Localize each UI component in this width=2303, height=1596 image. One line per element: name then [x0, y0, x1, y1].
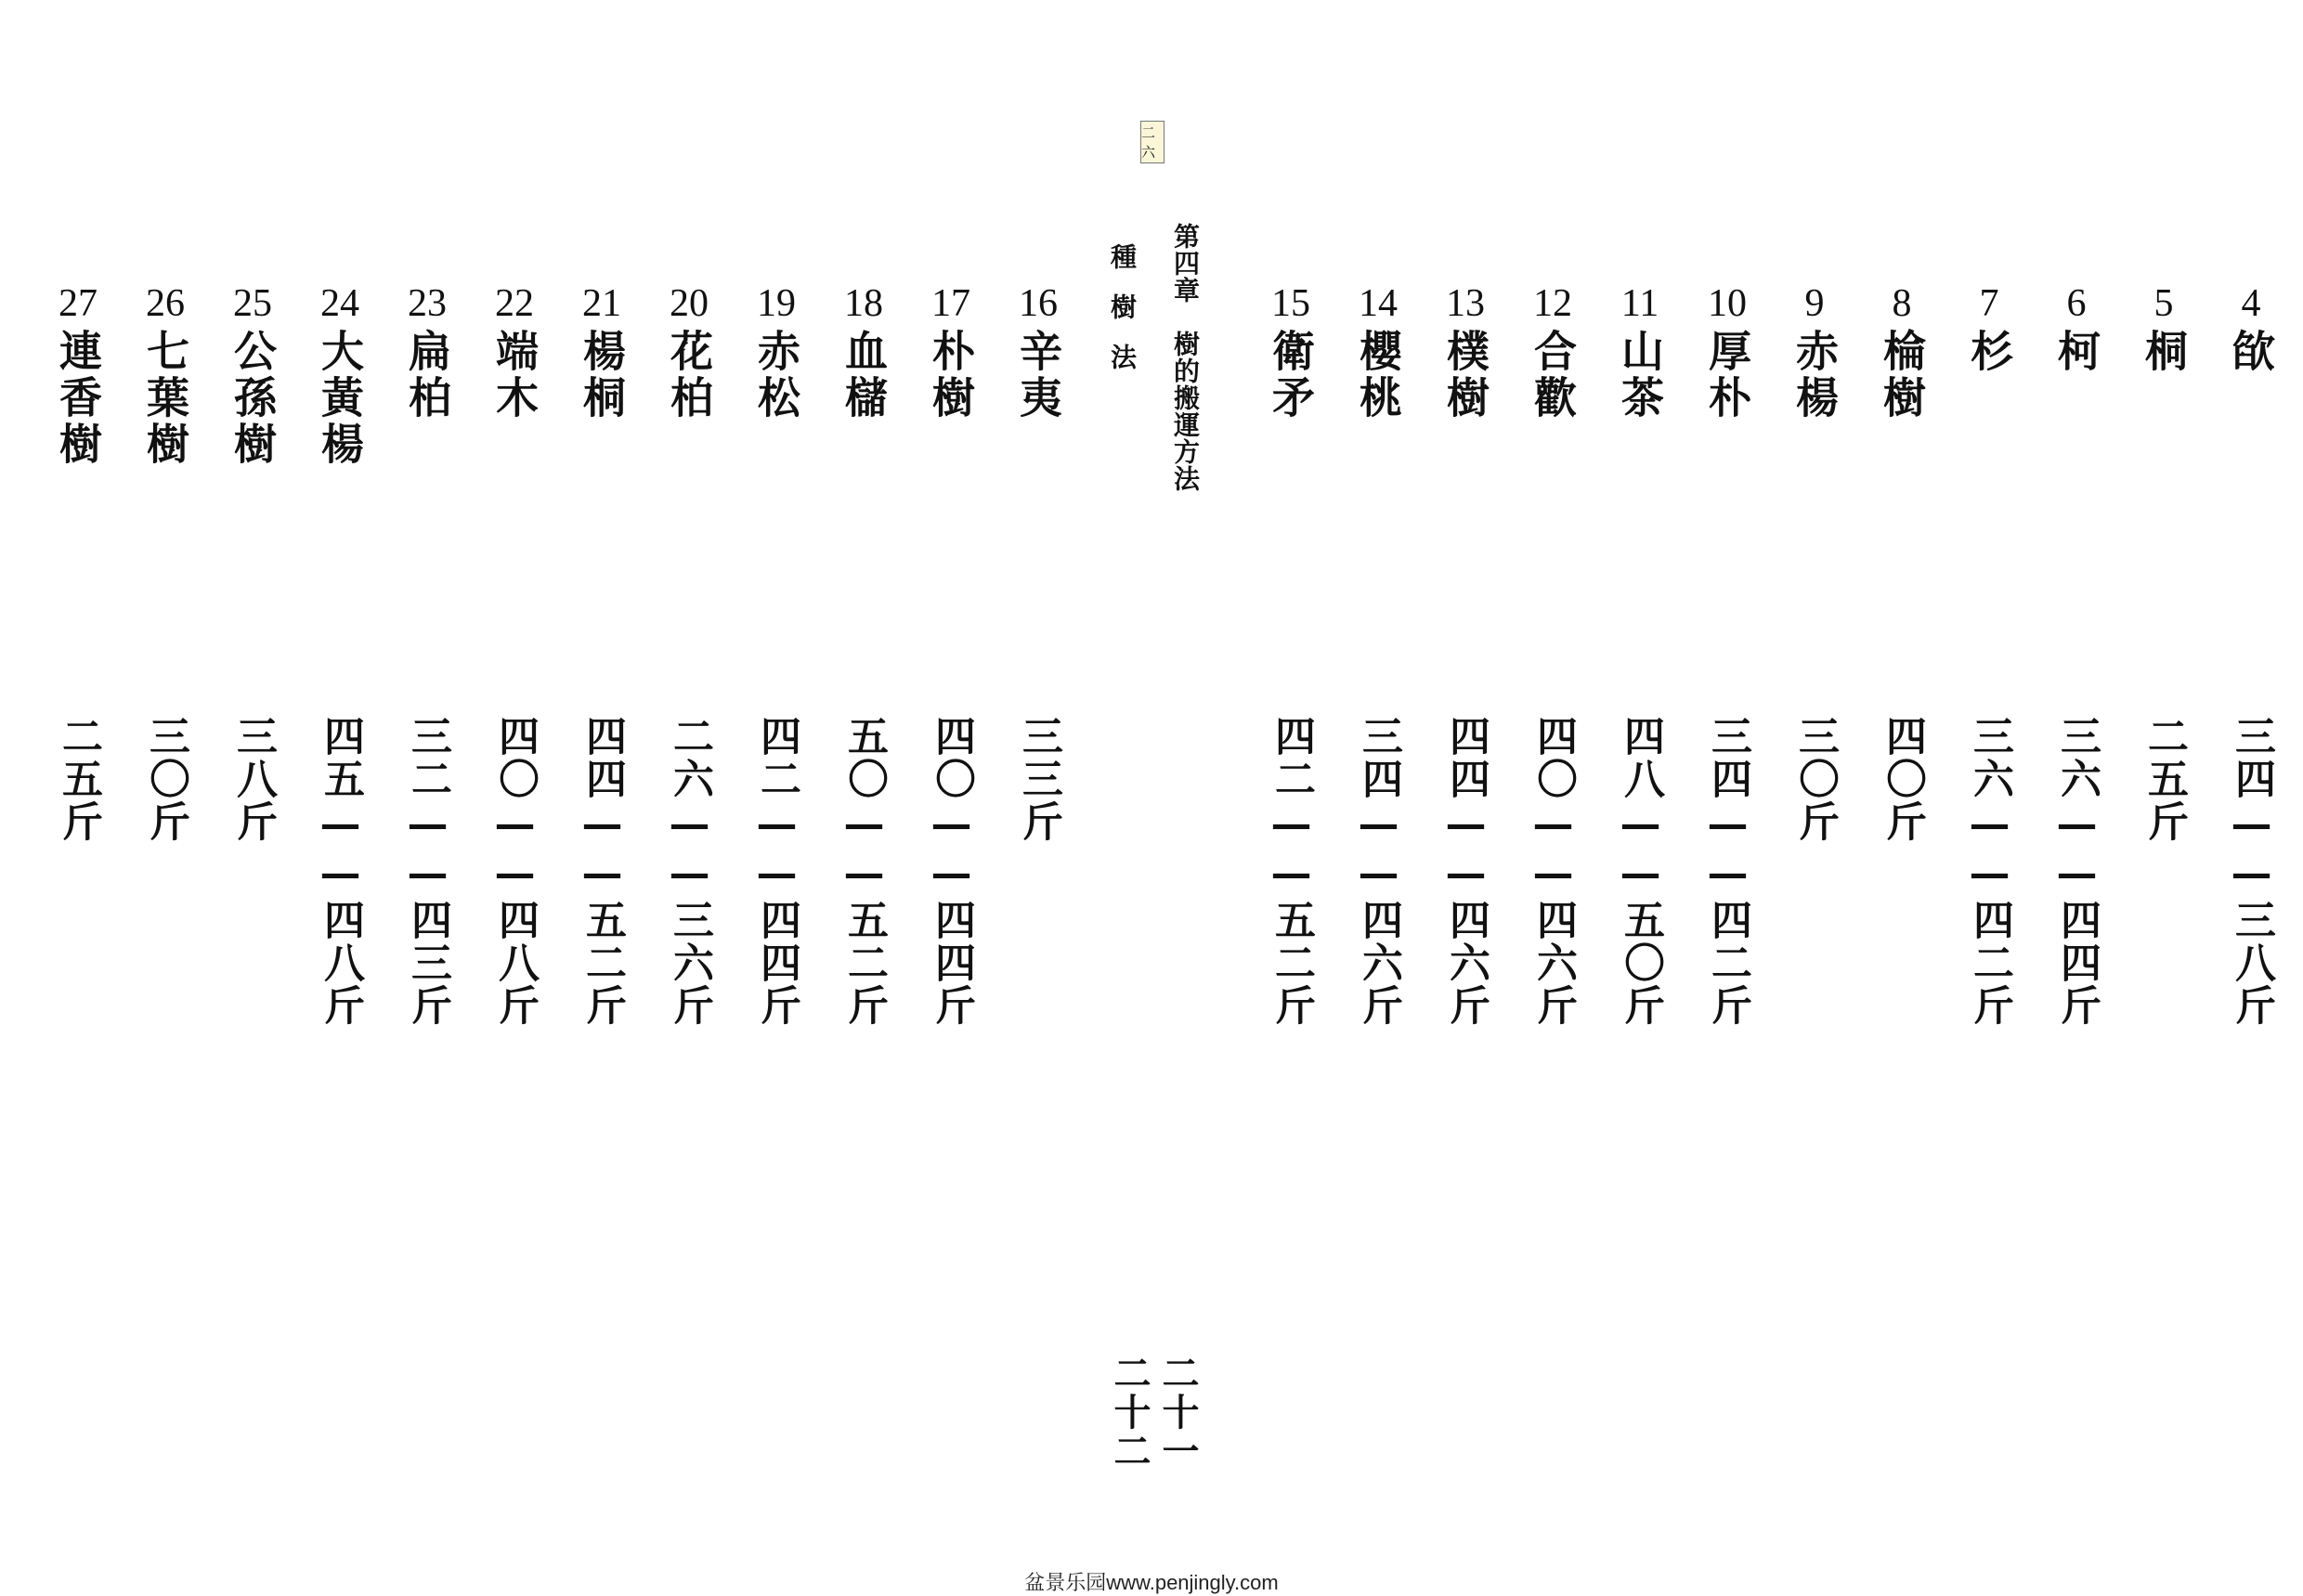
entry-weight: 二六——三六斤: [666, 715, 713, 1027]
entry-name: 花柏: [664, 329, 714, 422]
entry-weight: 四五——四八斤: [317, 715, 364, 1027]
entry-number: 25: [233, 282, 272, 325]
entry-number: 12: [1533, 282, 1572, 325]
entry-name: 棆樹: [1877, 329, 1927, 422]
entry-name: 櫻桃: [1353, 329, 1403, 422]
entry-name: 扁柏: [402, 329, 452, 422]
entry-number: 24: [320, 282, 359, 325]
entry-number: 10: [1708, 282, 1747, 325]
entry-weight: 四二——五二斤: [1268, 715, 1315, 1027]
entry-name: 衛矛: [1266, 329, 1316, 422]
entry-name: 柯: [2051, 329, 2101, 375]
entry-name: 樸樹: [1440, 329, 1490, 422]
entry-number: 19: [757, 282, 796, 325]
entry-number: 18: [844, 282, 883, 325]
entry-name: 七葉樹: [140, 329, 190, 468]
entry-name: 楊桐: [577, 329, 627, 422]
entry-name: 厚朴: [1702, 329, 1752, 422]
entry-name: 辛夷: [1013, 329, 1063, 422]
entry-weight: 五〇——五二斤: [840, 715, 888, 1027]
page-number-right: 二十一: [1156, 1354, 1200, 1471]
watermark: 盆景乐园www.penjingly.com: [1024, 1571, 1279, 1594]
entry-name: 公孫樹: [228, 329, 278, 468]
entry-weight: 三二——四三斤: [404, 715, 451, 1027]
entry-number: 5: [2153, 282, 2174, 325]
entry-name: 赤楊: [1789, 329, 1840, 422]
entry-number: 27: [59, 282, 98, 325]
entry-weight: 四四——四六斤: [1442, 715, 1490, 1027]
entry-weight: 四〇——四六斤: [1529, 715, 1577, 1027]
entry-name: 合歡: [1528, 329, 1578, 422]
entry-number: 8: [1892, 282, 1912, 325]
entry-weight: 四〇——四四斤: [928, 715, 975, 1027]
entry-number: 16: [1019, 282, 1058, 325]
entry-name: 連香樹: [53, 329, 103, 468]
entry-number: 21: [582, 282, 621, 325]
chapter-heading: 第四章 樹的搬運方法: [1170, 223, 1201, 492]
entry-weight: 四四——五二斤: [579, 715, 626, 1027]
entry-name: 杉: [1964, 329, 2014, 375]
entry-weight: 三六——四二斤: [1966, 715, 2013, 1027]
entry-weight: 二五斤: [2140, 715, 2188, 843]
entry-weight: 二五斤: [55, 715, 102, 843]
entry-name: 端木: [489, 329, 540, 422]
entry-number: 26: [146, 282, 185, 325]
entry-weight: 四二——四四斤: [753, 715, 800, 1027]
entry-weight: 三三斤: [1015, 715, 1062, 843]
entry-number: 7: [1979, 282, 1999, 325]
page-number-left: 二十二: [1108, 1354, 1152, 1471]
entry-number: 11: [1620, 282, 1659, 325]
entry-name: 赤松: [751, 329, 801, 422]
entry-number: 15: [1271, 282, 1310, 325]
page-tag-box: [1140, 121, 1165, 163]
section-heading: 種樹法: [1107, 243, 1138, 394]
entry-name: 欿: [2226, 329, 2276, 375]
entry-weight: 四〇斤: [1879, 715, 1926, 843]
entry-number: 6: [2066, 282, 2087, 325]
entry-weight: 三四——三八斤: [2228, 715, 2275, 1027]
entry-name: 桐: [2139, 329, 2189, 375]
entry-number: 13: [1446, 282, 1485, 325]
entry-weight: 三四——四六斤: [1355, 715, 1402, 1027]
entry-number: 20: [670, 282, 709, 325]
entry-name: 血櫧: [839, 329, 889, 422]
entry-number: 14: [1359, 282, 1398, 325]
entry-name: 大黃楊: [315, 329, 365, 468]
entry-weight: 四八——五〇斤: [1617, 715, 1664, 1027]
entry-weight: 三八斤: [229, 715, 277, 843]
entry-name: 山茶: [1615, 329, 1665, 422]
entry-name: 朴樹: [926, 329, 976, 422]
entry-weight: 三六——四四斤: [2053, 715, 2101, 1027]
entry-number: 9: [1804, 282, 1825, 325]
entry-number: 4: [2241, 282, 2261, 325]
entry-number: 17: [931, 282, 970, 325]
entry-weight: 四〇——四八斤: [491, 715, 539, 1027]
entry-number: 23: [408, 282, 447, 325]
entry-weight: 三〇斤: [1791, 715, 1839, 843]
page-tag: 二六: [1141, 125, 1156, 161]
entry-number: 22: [495, 282, 534, 325]
entry-weight: 三四——四二斤: [1704, 715, 1751, 1027]
entry-weight: 三〇斤: [142, 715, 189, 843]
